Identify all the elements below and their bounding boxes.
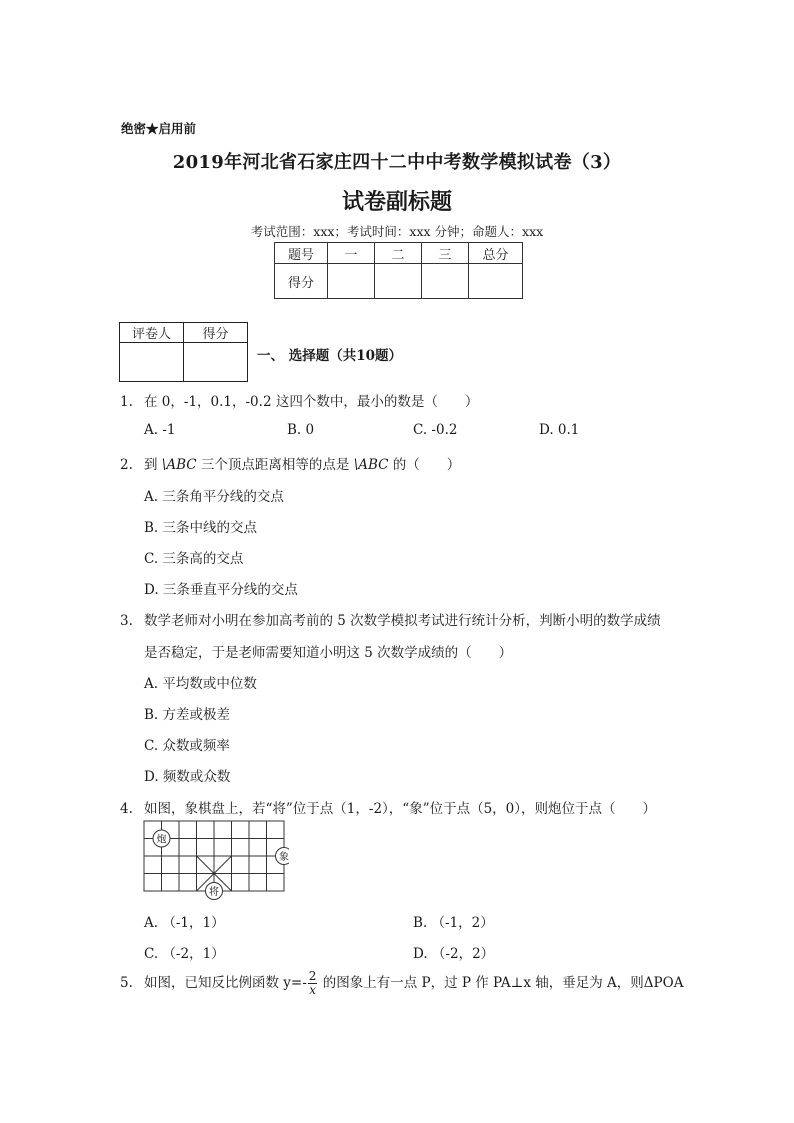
option-d: D. （-2，2）: [413, 946, 495, 962]
triangle-symbol: \ABC: [161, 457, 197, 473]
score-row-label: 得分: [275, 264, 328, 299]
question-text: 在 0，-1，0.1，-0.2 这四个数中，最小的数是（ ）: [144, 394, 479, 410]
option-d: D. 0.1: [539, 422, 580, 438]
question-text-part: 三个顶点距离相等的点是: [196, 457, 354, 473]
score-header-cell: 三: [422, 243, 469, 264]
score-header-cell: 一: [328, 243, 375, 264]
fraction-numerator: 2: [308, 969, 317, 983]
question-3: [120, 609, 661, 629]
question-text-part: 的图象上有一点 P，过 P 作 PA⊥x 轴，垂足为 A，则ΔPOA: [318, 975, 684, 991]
grader-header-cell: 得分: [184, 323, 248, 343]
question-3-line2: 是否稳定，于是老师需要知道小明这 5 次数学成绩的（ ）: [144, 645, 513, 661]
score-header-cell: 二: [375, 243, 422, 264]
question-number: 3.: [120, 613, 133, 629]
exam-title: 2019年河北省石家庄四十二中中考数学模拟试卷（3）: [172, 152, 622, 173]
score-header-cell: 题号: [275, 243, 328, 264]
xiang-label: 象: [279, 852, 289, 863]
option-d: D. 三条垂直平分线的交点: [144, 582, 298, 598]
question-text-part: 的（ ）: [388, 457, 461, 473]
option-a: A. 三条角平分线的交点: [144, 489, 284, 505]
xiang-piece: [276, 848, 290, 865]
question-number: 2.: [120, 457, 133, 473]
confidential-label: 绝密★启用前: [121, 121, 197, 136]
score-cell: [328, 264, 375, 299]
jiang-label: 将: [209, 887, 219, 898]
option-d: D. 频数或众数: [144, 769, 231, 785]
jiang-piece: [206, 883, 223, 900]
score-cell: [375, 264, 422, 299]
grader-table: [119, 322, 248, 382]
pao-piece: [153, 830, 170, 847]
question-text: 如图，象棋盘上，若“将”位于点（1，-2），“象”位于点（5，0），则炮位于点（ ）: [144, 801, 657, 817]
fraction-denominator: x: [309, 983, 316, 997]
option-a: A. -1: [144, 422, 176, 438]
option-c: C. 众数或频率: [144, 738, 230, 754]
option-b: B. 方差或极差: [144, 707, 231, 723]
question-number: 4.: [120, 801, 133, 817]
grader-cell: [184, 343, 248, 382]
score-cell: [469, 264, 523, 299]
score-cell: [422, 264, 469, 299]
grader-cell: [120, 343, 184, 382]
fraction: [308, 970, 318, 997]
option-c: C. -0.2: [413, 422, 458, 438]
triangle-symbol: \ABC: [353, 457, 389, 473]
question-text: 数学老师对小明在参加高考前的 5 次数学模拟考试进行统计分析，判断小明的数学成绩: [144, 613, 661, 629]
question-4: [120, 797, 656, 817]
question-1: [120, 390, 478, 410]
grader-header-cell: 评卷人: [120, 323, 184, 343]
question-text-part: 到: [144, 457, 162, 473]
option-a: A. （-1，1）: [144, 915, 225, 931]
option-c: C. 三条高的交点: [144, 551, 244, 567]
question-text-part: 如图，已知反比例函数 y=-: [144, 975, 307, 991]
option-b: B. 0: [287, 422, 315, 438]
score-table: [274, 242, 523, 299]
score-header-cell: 总分: [469, 243, 523, 264]
option-b: B. 三条中线的交点: [144, 520, 258, 536]
pao-label: 炮: [156, 834, 167, 846]
section-title: 一、 选择题（共10题）: [257, 348, 402, 364]
exam-info: 考试范围：xxx；考试时间：xxx 分钟；命题人：xxx: [250, 224, 544, 239]
question-2: [120, 453, 460, 473]
exam-subtitle: 试卷副标题: [341, 189, 452, 215]
question-number: 1.: [120, 394, 133, 410]
question-5: [120, 970, 683, 997]
question-number: 5.: [120, 975, 133, 991]
option-a: A. 平均数或中位数: [144, 676, 257, 692]
chess-board-figure: [143, 820, 289, 900]
option-b: B. （-1，2）: [413, 915, 494, 931]
option-c: C. （-2，1）: [144, 946, 225, 962]
